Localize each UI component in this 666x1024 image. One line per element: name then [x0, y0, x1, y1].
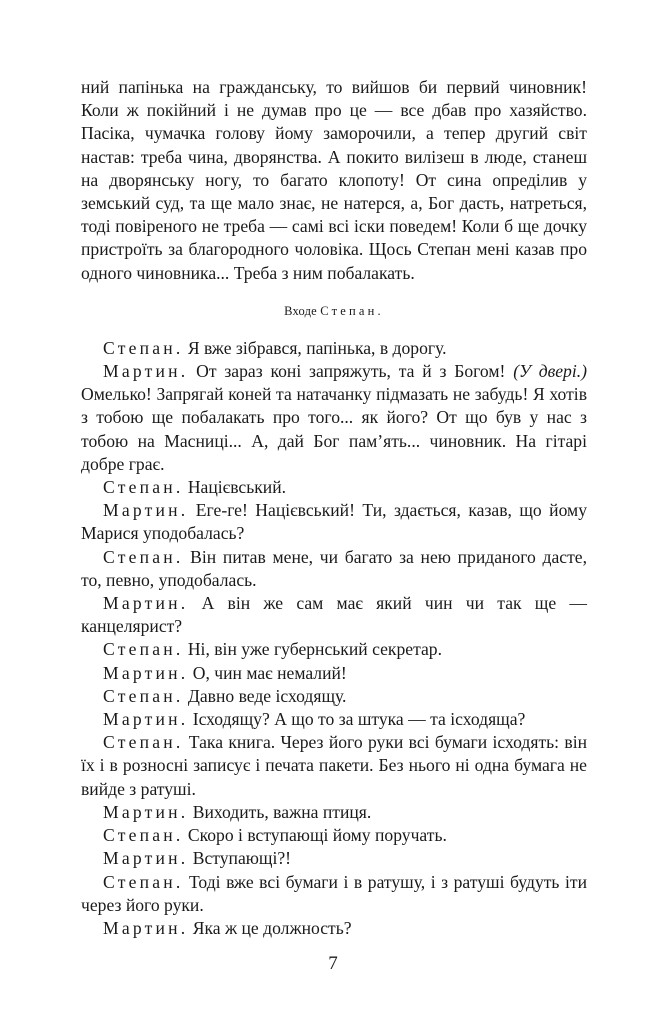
dialogue-line: [81, 731, 587, 801]
line-text: Вступающі?!: [188, 848, 292, 869]
dialogue-line: [81, 871, 587, 917]
line-text: Така книга. Через його руки всі бумаги ісходять: він їх і в розносні записує і печата пакети. Без нього ні одна бумага не вийде з ратуші.: [81, 732, 587, 799]
speaker-name: Степан.: [103, 732, 184, 753]
line-text: Яка ж це должность?: [188, 917, 352, 938]
speaker-name: Степан.: [103, 825, 184, 846]
dialogue-line: [81, 546, 587, 592]
line-text: Націєвський.: [183, 477, 287, 498]
line-text: Еге-ге! Націєвський! Ти, здається, казав, що йому Марися уподобалась?: [81, 500, 587, 544]
speaker-name: Мартин.: [103, 709, 189, 730]
speaker-name: Мартин.: [103, 361, 189, 382]
dialogue-line: [81, 685, 587, 708]
stage-direction-prefix: Входе: [284, 303, 321, 318]
speaker-name: Мартин.: [103, 662, 189, 683]
speaker-name: Степан.: [103, 546, 184, 567]
speaker-name: Мартин.: [103, 917, 189, 938]
dialogue-line: [81, 847, 587, 870]
speaker-name: Степан.: [103, 871, 184, 892]
line-text: Виходить, важна птиця.: [188, 801, 372, 822]
line-text: О, чин має немалий!: [188, 662, 347, 683]
speaker-name: Степан.: [103, 477, 184, 498]
dialogue-line: [81, 801, 587, 824]
dialogue-line: [81, 824, 587, 847]
line-text: Він питав мене, чи багато за нею приданого дасте, то, певно, уподобалась.: [81, 546, 587, 590]
line-text: Ні, він уже губернський секретар.: [183, 639, 442, 660]
page-body: [81, 76, 587, 940]
speaker-name: Мартин.: [103, 500, 189, 521]
page-number: 7: [328, 953, 338, 974]
dialogue-line: [81, 337, 587, 360]
speaker-name: Степан.: [103, 639, 184, 660]
speaker-name: Мартин.: [103, 848, 189, 869]
line-text: Тоді вже всі бумаги і в ратушу, і з ратуші будуть іти через його руки.: [81, 871, 587, 915]
dialogue-line: [81, 360, 587, 476]
dialogue-line: [81, 476, 587, 499]
speaker-name: Степан.: [103, 685, 184, 706]
dialogue-line: [81, 592, 587, 638]
stage-direction-name: Степан.: [320, 303, 384, 318]
line-text-continued: Омелько! Запрягай коней та натачанку підмазать не забудь! Я хотів з тобою ще побалакать про того... як його? От що був у нас з тобою на Масниці... А, дай Бог пам’ять... чиновник. На гітарі добре грає.: [81, 384, 587, 474]
speaker-name: Степан.: [103, 337, 184, 358]
dialogue-line: [81, 917, 587, 940]
dialogue-line: [81, 662, 587, 685]
inline-stage-direction: (У двері.): [513, 361, 587, 382]
speaker-name: Мартин.: [103, 801, 189, 822]
line-text: От зараз коні запряжуть, та й з Богом!: [188, 361, 514, 382]
speaker-name: Мартин.: [103, 593, 189, 614]
dialogue-line: [81, 499, 587, 545]
line-text: Скоро і вступающі йому поручать.: [183, 825, 447, 846]
line-text: А він же сам має який чин чи так ще — канцелярист?: [81, 593, 587, 637]
stage-direction-entrance: [81, 303, 587, 319]
dialogue: [81, 337, 587, 940]
dialogue-line: [81, 638, 587, 661]
line-text: Ісходящу? А що то за штука — та ісходяща?: [188, 709, 526, 730]
line-text: Давно веде ісходящу.: [183, 685, 347, 706]
line-text: Я вже зібрався, папінька, в дорогу.: [183, 337, 447, 358]
intro-paragraph: ний папінька на гражданську, то вийшов би первий чиновник! Коли ж покійний і не думав про це — все дбав про хазяйство. Пасіка, чумачка голову йому заморочили, а тепер другий світ настав: треба чина, дворянства. А покито вилізеш в люде, станеш на дворянську ногу, то багато клопоту! От сина опреділив у земський суд, та ще мало знає, не натерся, а, Бог дасть, натреться, тоді повіреного не треба — самі всі іски поведем! Коли б ще дочку пристроїть за благородного чоловіка. Щось Степан мені казав про одного чиновника... Треба з ним побалакать.: [81, 77, 587, 283]
dialogue-line: [81, 708, 587, 731]
